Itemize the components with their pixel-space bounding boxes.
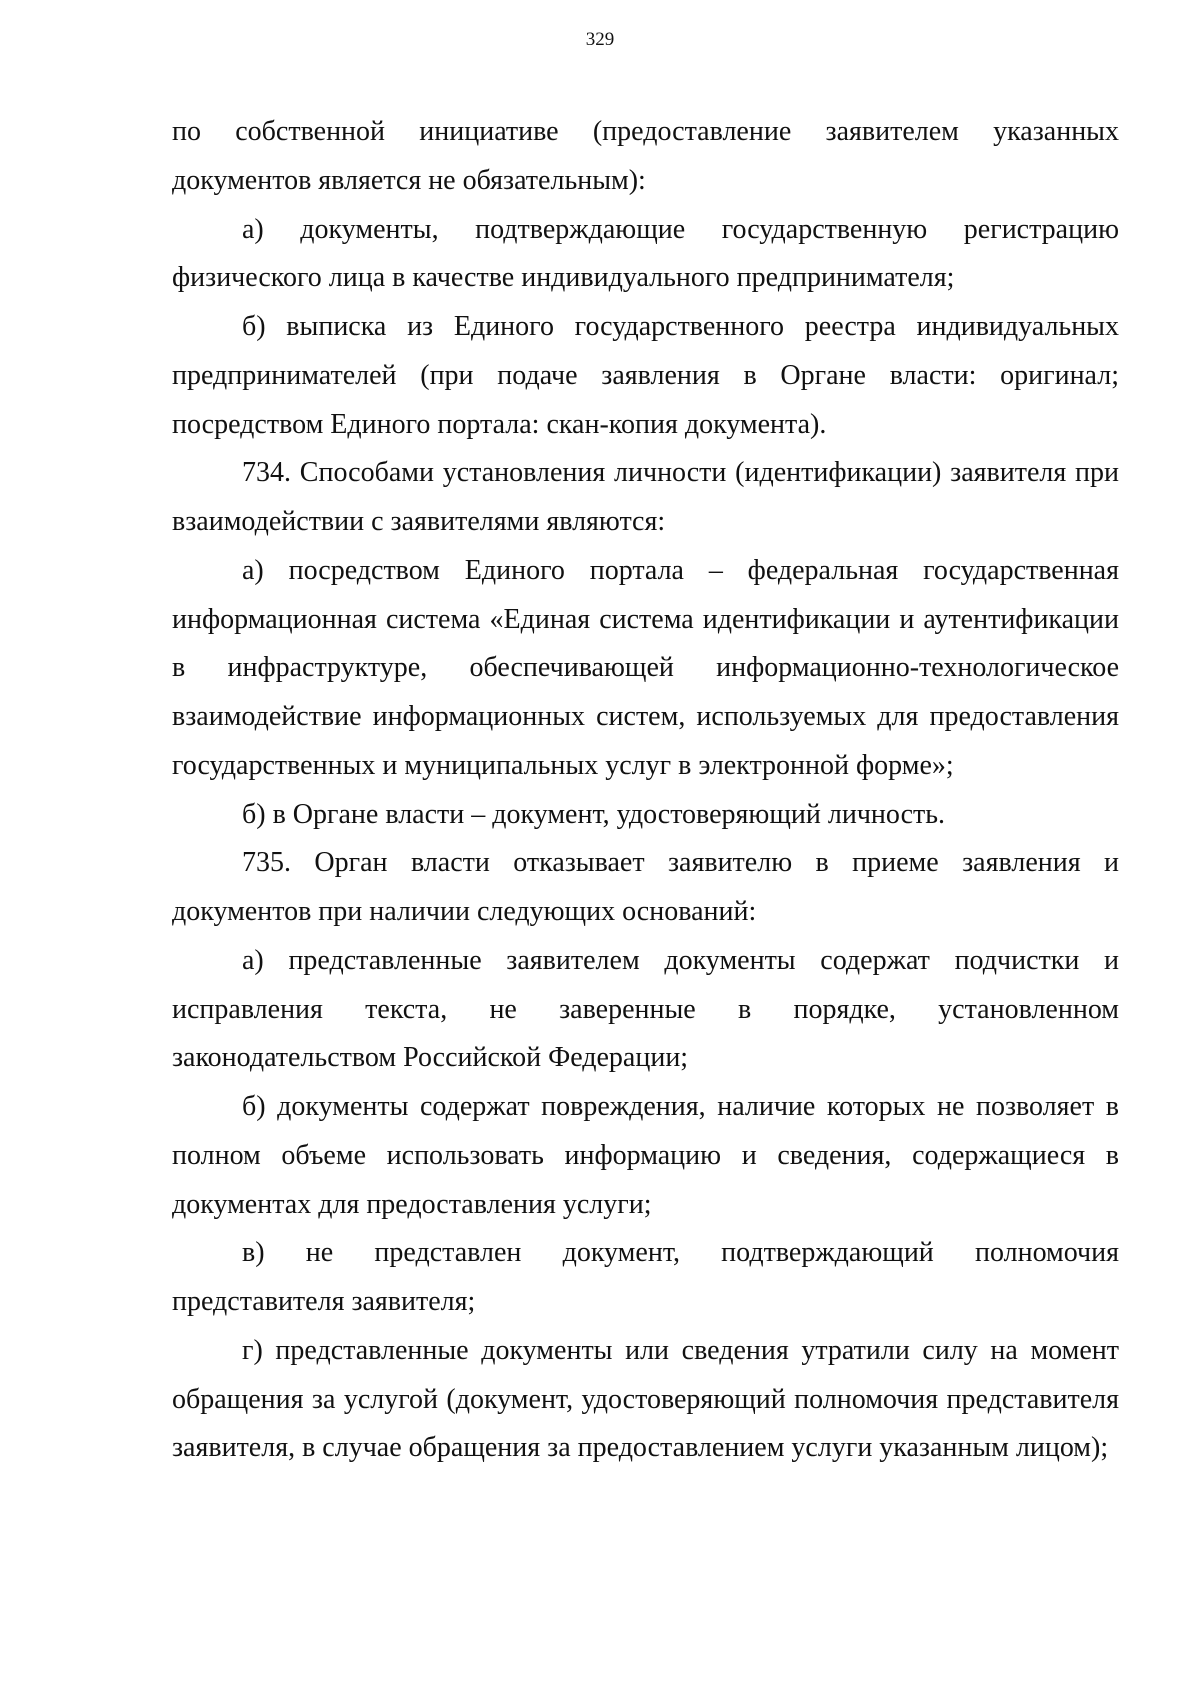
paragraph-clause-734-item-a: а) посредством Единого портала – федеральная государственная информационная система «Единая система идентификации и аутентификации в инфраструктуре, обеспечивающей информационно-технологическое взаимодействие информационных систем, используемых для предоставления государственных и муниципальных услуг в электронной форме»;: [172, 554, 1119, 781]
paragraph-clause-735-item-g: г) представленные документы или сведения утратили силу на момент обращения за услугой (документ, удостоверяющий полномочия представителя заявителя, в случае обращения за предоставлением услуги указанным лицом);: [172, 1334, 1119, 1464]
paragraph-clause-735-item-b: б) документы содержат повреждения, наличие которых не позволяет в полном объеме использовать информацию и сведения, содержащиеся в документах для предоставления услуги;: [172, 1091, 1119, 1220]
page-number: 329: [585, 29, 615, 50]
paragraph-clause-735-item-v: в) не представлен документ, подтверждающий полномочия представителя заявителя;: [172, 1237, 1119, 1317]
paragraph-item-a-registration: а) документы, подтверждающие государственную регистрацию физического лица в качестве индивидуального предпринимателя;: [172, 213, 1119, 294]
paragraph-item-b-registry-extract: б) выписка из Единого государственного реестра индивидуальных предпринимателей (при подаче заявления в Органе власти: оригинал; посредством Единого портала: скан-копия документа).: [172, 311, 1119, 440]
paragraph-clause-734: 734. Способами установления личности (идентификации) заявителя при взаимодействии с заявителями являются:: [172, 457, 1119, 537]
document-body: [172, 108, 1119, 1473]
paragraph-clause-734-item-b: б) в Органе власти – документ, удостоверяющий личность.: [242, 798, 946, 830]
paragraph-clause-735-item-a: а) представленные заявителем документы содержат подчистки и исправления текста, не заверенные в порядке, установленном законодательством Российской Федерации;: [172, 944, 1119, 1074]
paragraph-continuation: по собственной инициативе (предоставление заявителем указанных документов является не обязательным):: [172, 116, 1119, 196]
paragraph-clause-735: 735. Орган власти отказывает заявителю в приеме заявления и документов при наличии следующих оснований:: [172, 847, 1119, 927]
